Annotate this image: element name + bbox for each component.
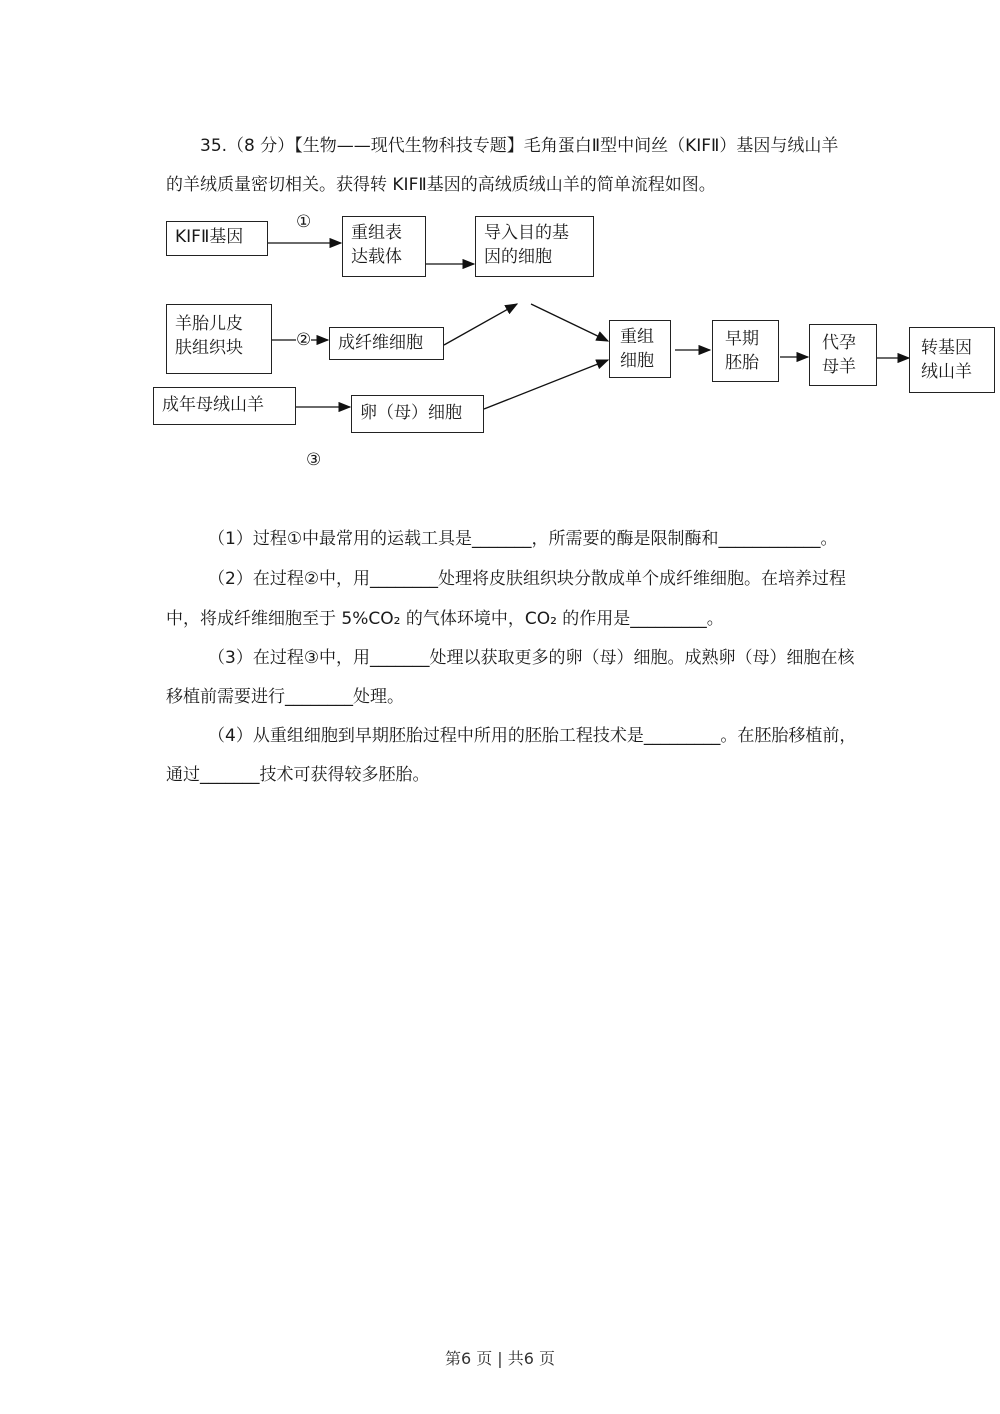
- box-oocyte: [351, 395, 484, 433]
- box-target-cell: [475, 216, 594, 277]
- box-kif-gene-text: KIFⅡ基因: [175, 227, 244, 247]
- box-surrogate-ewe-line2: 母羊: [822, 357, 856, 377]
- box-early-embryo: [712, 320, 779, 382]
- box-target-cell-line1: 导入目的基: [484, 223, 569, 243]
- box-recombinant-cell-line2: 细胞: [620, 351, 654, 371]
- sub-question-3-line1: （3）在过程③中，用_______处理以获取更多的卵（母）细胞。成熟卵（母）细胞在核: [208, 648, 855, 668]
- box-fetal-skin-line2: 肤组织块: [175, 338, 243, 358]
- box-target-cell-line2: 因的细胞: [484, 247, 552, 267]
- box-kif-gene: [166, 221, 268, 256]
- box-early-embryo-line1: 早期: [725, 329, 759, 349]
- process-label-2: ②: [296, 330, 312, 350]
- sub-question-1: （1）过程①中最常用的运载工具是_______，所需要的酶是限制酶和____________。: [208, 529, 838, 549]
- process-label-3: ③: [306, 450, 322, 470]
- box-transgenic-goat-line2: 绒山羊: [921, 362, 972, 382]
- box-surrogate-ewe: [809, 324, 877, 386]
- box-fibroblast: [329, 327, 444, 360]
- box-fetal-skin-line1: 羊胎儿皮: [175, 314, 243, 334]
- sub-question-2-line1: （2）在过程②中，用________处理将皮肤组织块分散成单个成纤维细胞。在培养过程: [208, 569, 847, 589]
- box-recombinant-cell: [609, 320, 671, 378]
- box-expression-vector: [342, 216, 426, 277]
- box-transgenic-goat: [909, 327, 995, 393]
- sub-question-3-line2: 移植前需要进行________处理。: [166, 687, 404, 707]
- box-oocyte-text: 卵（母）细胞: [360, 403, 462, 423]
- box-expression-vector-line1: 重组表: [351, 223, 402, 243]
- sub-question-4-line2: 通过_______技术可获得较多胚胎。: [166, 765, 430, 785]
- process-label-1: ①: [296, 212, 312, 232]
- box-fibroblast-text: 成纤维细胞: [338, 333, 423, 353]
- box-adult-goat: [153, 387, 296, 425]
- sub-question-4-line1: （4）从重组细胞到早期胚胎过程中所用的胚胎工程技术是_________。在胚胎移植前，: [208, 726, 857, 746]
- box-adult-goat-text: 成年母绒山羊: [162, 395, 264, 415]
- question-stem-line2: 的羊绒质量密切相关。获得转 KIFⅡ基因的高绒质绒山羊的简单流程如图。: [166, 175, 716, 195]
- question-stem-line1: 35.（8 分）【生物——现代生物科技专题】毛角蛋白Ⅱ型中间丝（KIFⅡ）基因与绒山羊: [200, 136, 839, 156]
- box-transgenic-goat-line1: 转基因: [921, 338, 972, 358]
- box-fetal-skin: [166, 304, 272, 374]
- sub-question-2-line2: 中，将成纤维细胞至于 5%CO₂ 的气体环境中，CO₂ 的作用是_________。: [166, 609, 724, 629]
- page-footer: 第6 页 | 共6 页: [444, 1349, 556, 1368]
- box-recombinant-cell-line1: 重组: [620, 327, 654, 347]
- box-expression-vector-line2: 达载体: [351, 247, 402, 267]
- box-surrogate-ewe-line1: 代孕: [822, 333, 856, 353]
- box-early-embryo-line2: 胚胎: [725, 353, 759, 373]
